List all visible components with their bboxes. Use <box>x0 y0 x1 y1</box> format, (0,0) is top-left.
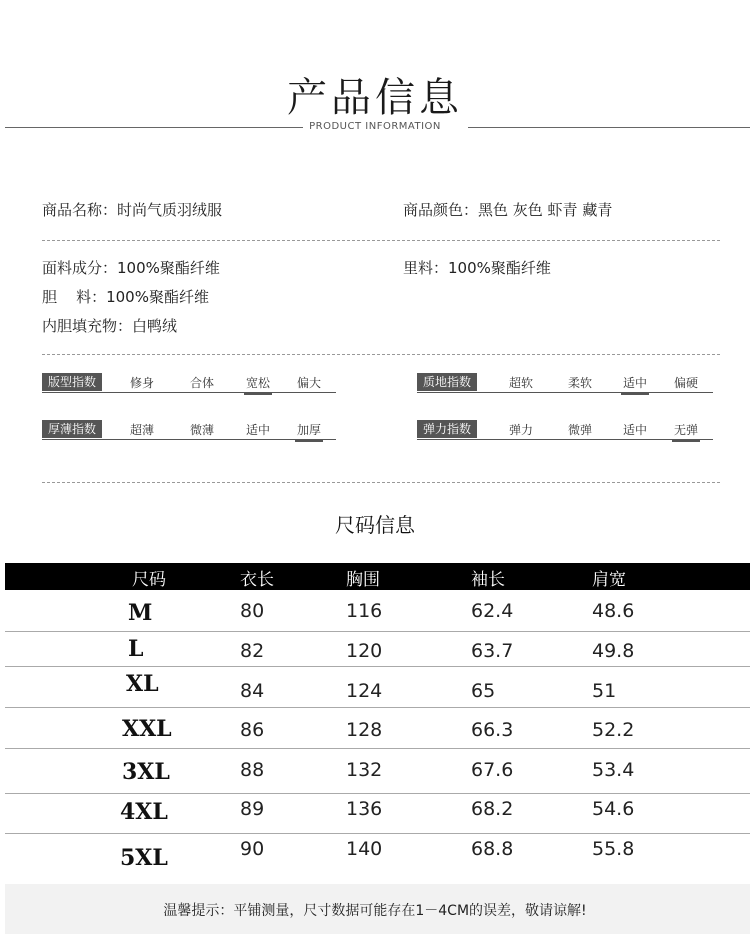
length-cell: 89 <box>240 798 265 820</box>
chest-cell: 136 <box>346 798 383 820</box>
row-divider <box>5 833 750 834</box>
header-chest: 胸围 <box>346 570 380 590</box>
scale-option: 柔软 <box>567 376 592 390</box>
sleeve-cell: 62.4 <box>471 600 514 622</box>
header-length: 衣长 <box>240 570 274 590</box>
scale-option: 偏硬 <box>673 376 698 390</box>
header-size: 尺码 <box>132 570 166 590</box>
scale-baseline <box>417 392 713 393</box>
page-title: 产品信息 <box>287 75 463 121</box>
shoulder-cell: 54.6 <box>592 798 635 820</box>
chest-cell: 132 <box>346 759 383 781</box>
scale-baseline <box>42 392 336 393</box>
size-cell: M <box>128 600 153 626</box>
length-cell: 88 <box>240 759 265 781</box>
scale-option-selected: 适中 <box>615 374 655 391</box>
sleeve-cell: 68.2 <box>471 798 514 820</box>
shoulder-cell: 53.4 <box>592 759 635 781</box>
chest-cell: 140 <box>346 838 383 860</box>
scale-option: 修身 <box>129 376 154 390</box>
row-divider <box>5 666 750 667</box>
scale-option: 弹力 <box>508 423 533 437</box>
scale-label: 厚薄指数 <box>42 420 102 438</box>
size-cell: 4XL <box>120 799 168 825</box>
product-color-value: 黑色 灰色 虾青 藏青 <box>478 201 613 219</box>
header-sleeve: 袖长 <box>471 570 505 590</box>
shoulder-cell: 51 <box>592 680 617 702</box>
scale-option: 微弹 <box>567 423 592 437</box>
size-cell: L <box>128 636 144 662</box>
product-color-row <box>403 199 612 220</box>
chest-cell: 116 <box>346 600 383 622</box>
sleeve-cell: 63.7 <box>471 640 514 662</box>
shoulder-cell: 52.2 <box>592 719 635 741</box>
scale-option-selected: 无弹 <box>666 421 706 438</box>
scale-option: 超薄 <box>129 423 154 437</box>
scale-option: 适中 <box>245 423 270 437</box>
header-shoulder: 肩宽 <box>592 570 626 590</box>
length-cell: 90 <box>240 838 265 860</box>
row-divider <box>5 748 750 749</box>
scale-baseline <box>417 439 713 440</box>
length-cell: 82 <box>240 640 265 662</box>
size-cell: XXL <box>122 716 172 742</box>
scale-baseline <box>42 439 336 440</box>
size-cell: 5XL <box>120 845 168 871</box>
row-divider <box>5 793 750 794</box>
scale-elasticity <box>417 420 713 442</box>
dashed-divider <box>42 354 720 355</box>
length-cell: 86 <box>240 719 265 741</box>
fabric-composition: 面料成分：100%聚酯纤维 <box>42 259 220 277</box>
product-name-label: 商品名称： <box>42 201 118 219</box>
scale-option-selected: 宽松 <box>238 374 278 391</box>
scale-option: 超软 <box>508 376 533 390</box>
liner-composition: 胆 料：100%聚酯纤维 <box>42 288 209 306</box>
size-cell: XL <box>126 671 159 697</box>
product-name-row <box>42 199 222 220</box>
sleeve-cell: 67.6 <box>471 759 514 781</box>
sleeve-cell: 65 <box>471 680 496 702</box>
scale-option: 适中 <box>622 423 647 437</box>
product-name-value: 时尚气质羽绒服 <box>117 201 223 219</box>
page-subtitle-text: PRODUCT INFORMATION <box>303 121 447 132</box>
sleeve-cell: 66.3 <box>471 719 514 741</box>
filling-material: 内胆填充物：白鸭绒 <box>42 317 178 335</box>
row-divider <box>5 707 750 708</box>
length-cell: 80 <box>240 600 265 622</box>
sleeve-cell: 68.8 <box>471 838 514 860</box>
page-subtitle <box>0 121 750 132</box>
scale-label: 弹力指数 <box>417 420 477 438</box>
scale-option: 微薄 <box>189 423 214 437</box>
length-cell: 84 <box>240 680 265 702</box>
scale-thickness <box>42 420 336 442</box>
chest-cell: 124 <box>346 680 383 702</box>
shoulder-cell: 49.8 <box>592 640 635 662</box>
lining-composition: 里料：100%聚酯纤维 <box>403 259 551 277</box>
scale-label: 版型指数 <box>42 373 102 391</box>
dashed-divider <box>42 240 720 241</box>
row-divider <box>5 631 750 632</box>
size-section-title: 尺码信息 <box>335 513 415 537</box>
shoulder-cell: 48.6 <box>592 600 635 622</box>
size-cell: 3XL <box>122 759 170 785</box>
shoulder-cell: 55.8 <box>592 838 635 860</box>
chest-cell: 128 <box>346 719 383 741</box>
scale-fit <box>42 373 336 395</box>
measurement-note: 温馨提示：平铺测量，尺寸数据可能存在1－4CM的误差，敬请谅解! <box>163 903 587 919</box>
chest-cell: 120 <box>346 640 383 662</box>
dashed-divider <box>42 482 720 483</box>
scale-texture <box>417 373 713 395</box>
scale-option: 合体 <box>189 376 214 390</box>
scale-option-selected: 加厚 <box>289 421 329 438</box>
scale-option: 偏大 <box>296 376 321 390</box>
product-color-label: 商品颜色： <box>403 201 479 219</box>
scale-label: 质地指数 <box>417 373 477 391</box>
